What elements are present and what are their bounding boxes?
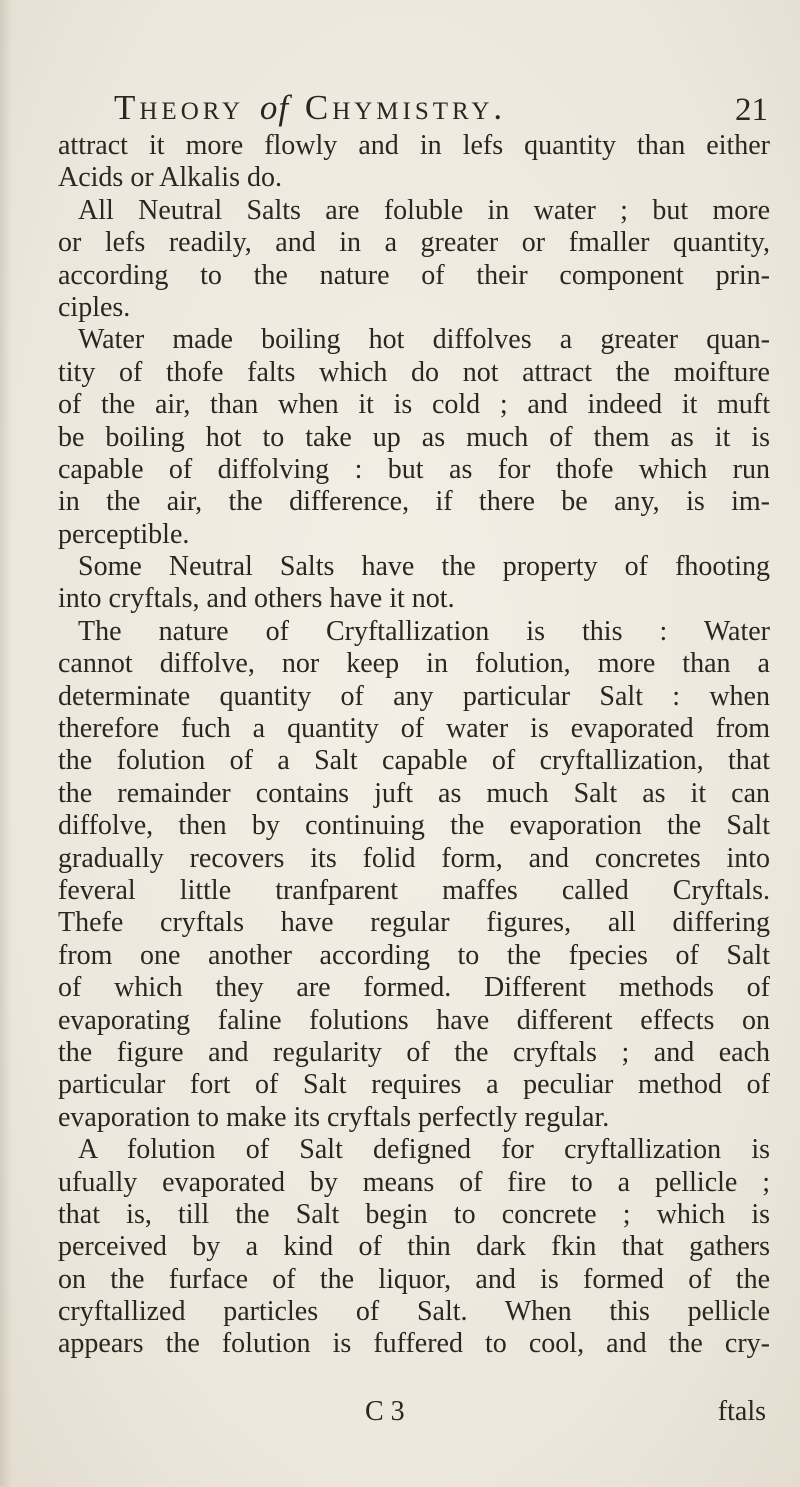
page-header xyxy=(100,88,772,136)
text-line: of the air, than when it is cold ; and indeed it muft xyxy=(58,389,770,421)
text-line: diffolve, then by continuing the evaporation the Salt xyxy=(58,810,770,842)
text-line: therefore fuch a quantity of water is evaporated from xyxy=(58,713,770,745)
text-line: of which they are formed. Different methods of xyxy=(58,972,770,1004)
text-line: Acids or Alkalis do. xyxy=(58,162,282,194)
text-line: in the air, the difference, if there be any, is im- xyxy=(58,486,770,518)
text-line: the figure and regularity of the cryftals ; and each xyxy=(58,1036,770,1068)
running-title-word: Theory xyxy=(114,88,245,127)
page-footer xyxy=(58,1396,770,1430)
text-line: appears the folution is fuffered to cool, and the cry- xyxy=(58,1328,770,1360)
page-number: 21 xyxy=(735,92,768,128)
text-line: be boiling hot to take up as much of them as it is xyxy=(58,421,770,453)
text-line: or lefs readily, and in a greater or fmaller quantity, xyxy=(58,227,770,259)
text-line: evaporating faline folutions have different effects on xyxy=(58,1004,770,1036)
text-line: the remainder contains juft as much Salt as it can xyxy=(58,777,770,809)
text-line: gradually recovers its folid form, and concretes into xyxy=(58,842,770,874)
signature-mark: C 3 xyxy=(365,1396,405,1427)
text-line: ciples. xyxy=(58,291,131,323)
text-line: cannot diffolve, nor keep in folution, more than a xyxy=(58,648,770,680)
text-line: into cryftals, and others have it not. xyxy=(58,583,455,615)
text-line: particular fort of Salt requires a peculiar method of xyxy=(58,1069,770,1101)
text-line: perceptible. xyxy=(58,518,190,550)
text-line: Some Neutral Salts have the property of fhooting xyxy=(78,551,770,583)
text-line: on the furface of the liquor, and is formed of the xyxy=(58,1263,770,1295)
running-title xyxy=(114,88,506,128)
text-line: attract it more flowly and in lefs quantity than either xyxy=(58,130,770,161)
body-text xyxy=(58,130,770,1361)
running-title-word: Chymistry. xyxy=(304,88,507,127)
text-line: that is, till the Salt begin to concrete ; which is xyxy=(58,1198,770,1230)
text-line: capable of diffolving : but as for thofe which run xyxy=(58,453,770,485)
text-line: Thefe cryftals have regular figures, all differing xyxy=(58,907,770,939)
catchword: ftals xyxy=(717,1396,766,1427)
text-line: The nature of Cryftallization is this : Water xyxy=(78,615,770,647)
text-line: feveral little tranfparent maffes called Cryftals. xyxy=(58,874,770,906)
text-line: perceived by a kind of thin dark fkin that gathers xyxy=(58,1231,770,1263)
page-edge-shadow xyxy=(0,0,12,1487)
text-line: from one another according to the fpecies of Salt xyxy=(58,939,770,971)
text-line: evaporation to make its cryftals perfectly regular. xyxy=(58,1101,610,1133)
text-line: Water made boiling hot diffolves a greater quan- xyxy=(78,324,770,356)
text-line: determinate quantity of any particular Salt : when xyxy=(58,680,770,712)
text-line: ufually evaporated by means of fire to a pellicle ; xyxy=(58,1166,770,1198)
running-title-word: of xyxy=(259,88,290,127)
text-line: A folution of Salt defigned for cryftallization is xyxy=(78,1134,770,1166)
text-line: All Neutral Salts are foluble in water ; but more xyxy=(78,194,770,226)
text-line: cryftallized particles of Salt. When this pellicle xyxy=(58,1296,770,1328)
text-line: according to the nature of their component prin- xyxy=(58,259,770,291)
text-line: tity of thofe falts which do not attract the moifture xyxy=(58,356,770,388)
text-line: the folution of a Salt capable of cryftallization, that xyxy=(58,745,770,777)
